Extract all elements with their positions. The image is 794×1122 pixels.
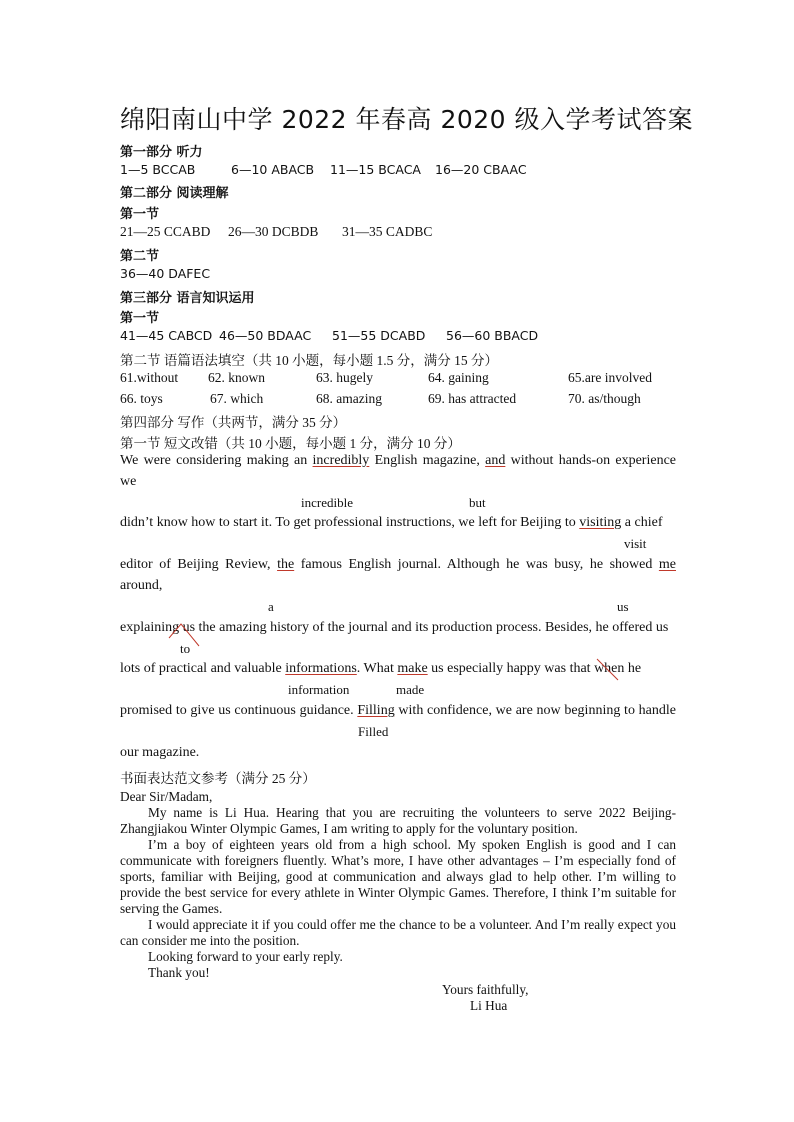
part2-sec1-answer-1: 21—25 CCABD xyxy=(120,224,211,239)
correction-line-7: our magazine. xyxy=(120,745,200,760)
grammar-answer-63: 63. hugely xyxy=(316,370,373,385)
part3-sec1-answer-1: 41—45 CABCD xyxy=(120,328,213,343)
correction-made: made xyxy=(396,682,425,697)
grammar-answer-70: 70. as/though xyxy=(568,391,641,406)
grammar-answer-65: 65.are involved xyxy=(568,370,652,385)
correction-line-2: didn’t know how to start it. To get professional instructions, we left for Beijing to visiting a chief xyxy=(120,515,663,530)
correction-to: to xyxy=(180,641,191,656)
error-make: make xyxy=(397,661,428,676)
part1-answer-3: 11—15 BCACA xyxy=(330,162,421,177)
correction-but: but xyxy=(469,495,486,510)
essay-paragraph: Thank you! xyxy=(148,965,210,980)
error-the: the xyxy=(277,557,295,572)
part3-sec1-answer-2: 46—50 BDAAC xyxy=(219,328,312,343)
correction-visit: visit xyxy=(624,536,647,551)
grammar-answer-69: 69. has attracted xyxy=(428,391,517,406)
part2-section1-heading: 第一节 xyxy=(120,207,160,222)
grammar-answer-68: 68. amazing xyxy=(316,391,382,406)
part1-answer-4: 16—20 CBAAC xyxy=(435,162,527,177)
deletion-slash-icon xyxy=(594,656,622,684)
correction-us: us xyxy=(617,599,629,614)
error-visiting: visiting xyxy=(579,515,622,530)
part3-section2-heading: 第二节 语篇语法填空（共 10 小题，每小题 1.5 分，满分 15 分） xyxy=(120,353,498,368)
error-informations: informations xyxy=(285,661,357,676)
essay-paragraph: My name is Li Hua. Hearing that you are recruiting the volunteers to serve 2022 Beijing-Zhangjiakou Winter Olympic Games, I am writing to apply for the voluntary position. xyxy=(120,805,676,836)
correction-line-4: explaining us the amazing history of the journal and its production process. Besides, he offered us xyxy=(120,620,669,635)
correction-filled: Filled xyxy=(358,724,389,739)
essay-paragraph: Looking forward to your early reply. xyxy=(148,949,343,964)
part3-sec1-answer-4: 56—60 BBACD xyxy=(446,328,539,343)
part4-heading: 第四部分 写作（共两节，满分 35 分） xyxy=(120,415,347,430)
page-title: 绵阳南山中学 2022 年春高 2020 级入学考试答案 xyxy=(120,105,694,134)
correction-line-1: We were considering making an incredibly English magazine, and without hands-on experience xyxy=(120,453,676,468)
correction-incredible: incredible xyxy=(301,495,353,510)
error-and: and xyxy=(485,453,506,468)
part1-heading: 第一部分 听力 xyxy=(120,145,203,160)
part2-section2-heading: 第二节 xyxy=(120,249,160,264)
error-filling: Filling xyxy=(357,703,395,718)
essay-body xyxy=(120,789,676,981)
correction-information: information xyxy=(288,682,350,697)
correction-line-3: editor of Beijing Review, the famous English journal. Although he was busy, he showed me xyxy=(120,557,676,572)
grammar-answer-66: 66. toys xyxy=(120,391,163,406)
grammar-answer-67: 67. which xyxy=(210,391,264,406)
essay-greeting: Dear Sir/Madam, xyxy=(120,789,213,804)
correction-line-1-wrap: we xyxy=(120,474,137,489)
part3-sec1-answer-3: 51—55 DCABD xyxy=(332,328,426,343)
part2-sec2-answers: 36—40 DAFEC xyxy=(120,266,211,281)
correction-line-3-wrap: around, xyxy=(120,578,163,593)
part4-section1-heading: 第一节 短文改错（共 10 小题，每小题 1 分，满分 10 分） xyxy=(120,436,461,451)
correction-a: a xyxy=(268,599,274,614)
part3-section1-heading: 第一节 xyxy=(120,311,160,326)
essay-heading: 书面表达范文参考（满分 25 分） xyxy=(120,771,316,786)
grammar-answer-62: 62. known xyxy=(208,370,265,385)
part1-answer-2: 6—10 ABACB xyxy=(231,162,315,177)
essay-closing: Yours faithfully, xyxy=(442,982,529,997)
grammar-answer-61: 61.without xyxy=(120,370,179,385)
part3-heading: 第三部分 语言知识运用 xyxy=(120,291,255,306)
part2-sec1-answer-2: 26—30 DCBDB xyxy=(228,224,319,239)
essay-signature: Li Hua xyxy=(470,998,508,1013)
essay-paragraph: I would appreciate it if you could offer me the chance to be a volunteer. And I’m really expect you can consider me into the position. xyxy=(120,917,676,948)
essay-paragraph: I’m a boy of eighteen years old from a high school. My spoken English is good and I can communicate with foreigners fluently. What’s more, I have other advantages – I’m especially fond of sports, familiar with Beijing, good at communication and always glad to help other. I’m willing to provide the best service for every athlete in Winter Olympic Games. Therefore, I think I’m suitable for serving the Games. xyxy=(120,837,676,916)
error-incredibly: incredibly xyxy=(312,453,370,468)
correction-line-6: promised to give us continuous guidance. Filling with confidence, we are now beginning to handle xyxy=(120,703,676,718)
correction-line-5: lots of practical and valuable informations. What make us especially happy was that when he xyxy=(120,661,642,676)
error-me: me xyxy=(658,557,676,572)
part2-sec1-answer-3: 31—35 CADBC xyxy=(342,224,433,239)
grammar-answer-64: 64. gaining xyxy=(428,370,489,385)
part2-heading: 第二部分 阅读理解 xyxy=(120,186,229,201)
part1-answer-1: 1—5 BCCAB xyxy=(120,162,196,177)
